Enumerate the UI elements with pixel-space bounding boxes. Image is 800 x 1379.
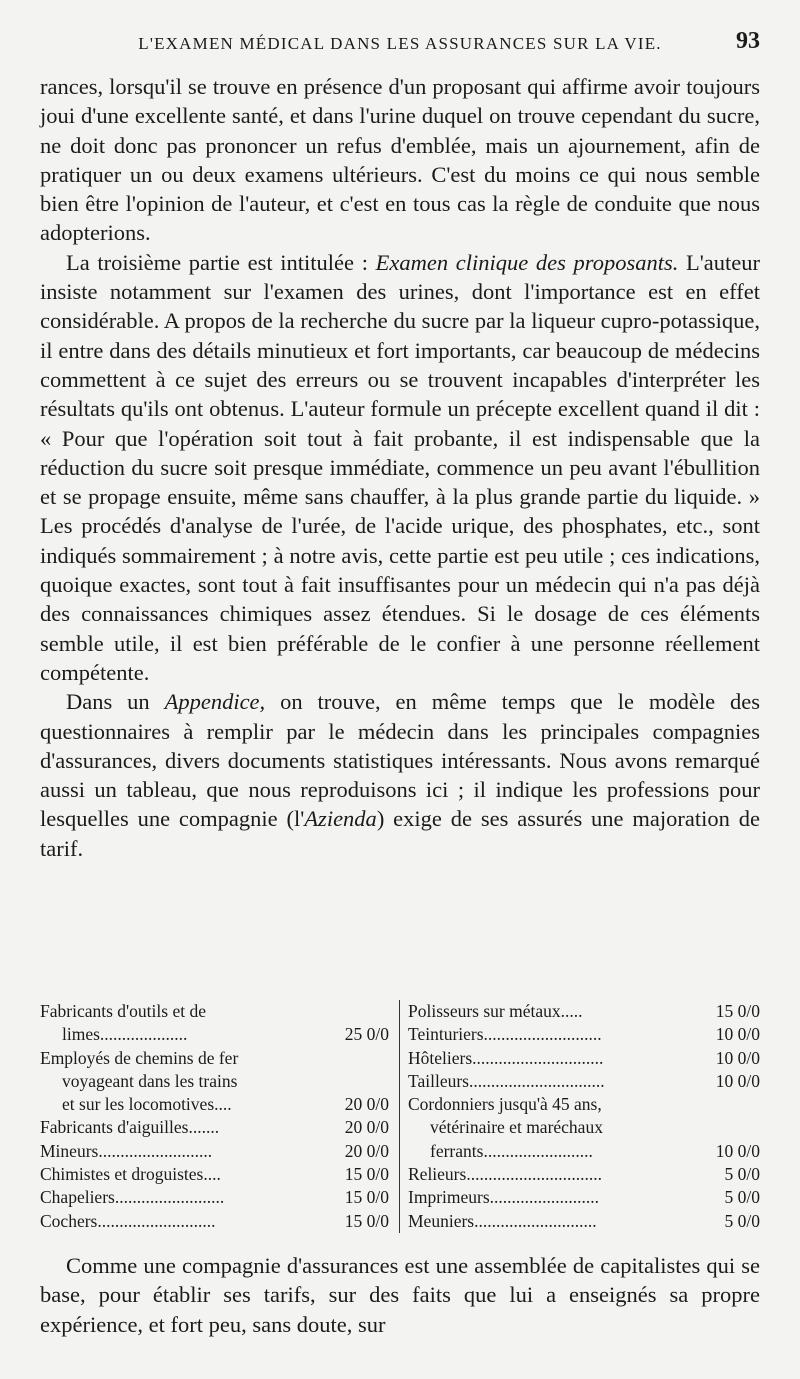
table-row: Fabricants d'aiguilles....... 20 0/0 xyxy=(40,1117,389,1138)
table-row: Cordonniers jusqu'à 45 ans, xyxy=(408,1094,602,1115)
paragraph-1: rances, lorsqu'il se trouve en présence d'un proposant qui affirme avoir toujours joui d'une excellente santé, et dans l'urine duquel on trouve cependant du sucre, ne doit donc pas prononcer un refus d'emblée, mais un ajournement, afin de pratiquer un ou deux examens ultérieurs. C'est du moins ce qui nous semble bien être l'opinion de l'auteur, et c'est en tous cas la règle de conduite que nous adopterions. xyxy=(40,74,760,246)
running-title: L'EXAMEN MÉDICAL DANS LES ASSURANCES SUR LA VIE. xyxy=(138,34,662,53)
paragraph-2 xyxy=(40,248,760,687)
body-text xyxy=(40,72,760,863)
table-row: ferrants......................... 10 0/0 xyxy=(430,1140,760,1161)
table-row: Hôteliers.............................. 10 0/0 xyxy=(408,1047,760,1068)
appendix-italic: Appendice, xyxy=(164,689,266,715)
table-row: Employés de chemins de fer xyxy=(40,1047,239,1068)
table-row: Chapeliers......................... 15 0/0 xyxy=(40,1187,389,1208)
paragraph-2-start: La troisième partie est intitulée : xyxy=(66,249,376,275)
paragraph-3-middle: on trouve, en même temps que le modèle des questionnaires à remplir par le médecin dans les principales compagnies d'assurances, divers documents statistiques intéressants. Nous avons remarqué aussi un tableau, que nous reproduisons ici ; il indique les professions pour lesquelles une compagnie (l' xyxy=(40,689,760,832)
table-row: Meuniers............................ 5 0/0 xyxy=(408,1210,760,1231)
table-left-column xyxy=(40,1000,400,1233)
table-row: Teinturiers........................... 10 0/0 xyxy=(408,1024,760,1045)
section-title-italic: Examen clinique des proposants. xyxy=(375,249,679,275)
closing-text xyxy=(40,1251,760,1339)
professions-table xyxy=(40,1000,760,1233)
table-right-column xyxy=(400,1000,760,1233)
table-row: voyageant dans les trains xyxy=(62,1070,238,1091)
table-row: Imprimeurs......................... 5 0/0 xyxy=(408,1187,760,1208)
paragraph-3-start: Dans un xyxy=(66,689,165,715)
table-row: et sur les locomotives.... 20 0/0 xyxy=(62,1094,389,1115)
table-row: Chimistes et droguistes.... 15 0/0 xyxy=(40,1164,389,1185)
page-number: 93 xyxy=(736,28,760,54)
table-row: limes.................... 25 0/0 xyxy=(62,1024,389,1045)
table-row: Fabricants d'outils et de xyxy=(40,1001,206,1021)
table-row: vétérinaire et maréchaux xyxy=(430,1117,603,1138)
paragraph-3 xyxy=(40,687,760,863)
table-row: Cochers........................... 15 0/0 xyxy=(40,1210,389,1231)
table-row: Mineurs.......................... 20 0/0 xyxy=(40,1140,389,1161)
table-row: Relieurs............................... 5 0/0 xyxy=(408,1164,760,1185)
table-row: Polisseurs sur métaux..... 15 0/0 xyxy=(408,1001,760,1021)
paragraph-2-rest: L'auteur insiste notamment sur l'examen des urines, dont l'importance est en effet considérable. A propos de la recherche du sucre par la liqueur cupro-potassique, il entre dans des détails minutieux et fort importants, car beaucoup de médecins commettent à ce sujet des erreurs ou se trouvent incapables d'interpréter les résultats qu'ils ont obtenus. L'auteur formule un précepte excellent quand il dit : « Pour que l'opération soit tout à fait probante, il est indispensable que la réduction du sucre soit presque immédiate, commence un peu avant l'ébullition et se propage ensuite, même sans chauffer, à la plus grande partie du liquide. » Les procédés d'analyse de l'urée, de l'acide urique, des phosphates, etc., sont indiqués sommairement ; à notre avis, cette partie est peu utile ; ces indications, quoique exactes, sont tout à fait insuffisantes pour un médecin qui n'a pas déjà des connaissances chimiques assez étendues. Si le dosage de ces éléments semble utile, il est bien préférable de le confier à une personne réellement compétente. xyxy=(40,249,761,685)
azienda-italic: Azienda xyxy=(304,806,377,832)
paragraph-4: Comme une compagnie d'assurances est une assemblée de capitalistes qui se base, pour établir ses tarifs, sur des faits que lui a enseignés sa propre expérience, et fort peu, sans doute, sur xyxy=(40,1253,760,1337)
page-header xyxy=(40,28,760,64)
paragraph-3-end: ) exige de ses assurés une majoration de tarif. xyxy=(40,806,760,861)
table-row: Tailleurs............................... 10 0/0 xyxy=(408,1070,760,1091)
